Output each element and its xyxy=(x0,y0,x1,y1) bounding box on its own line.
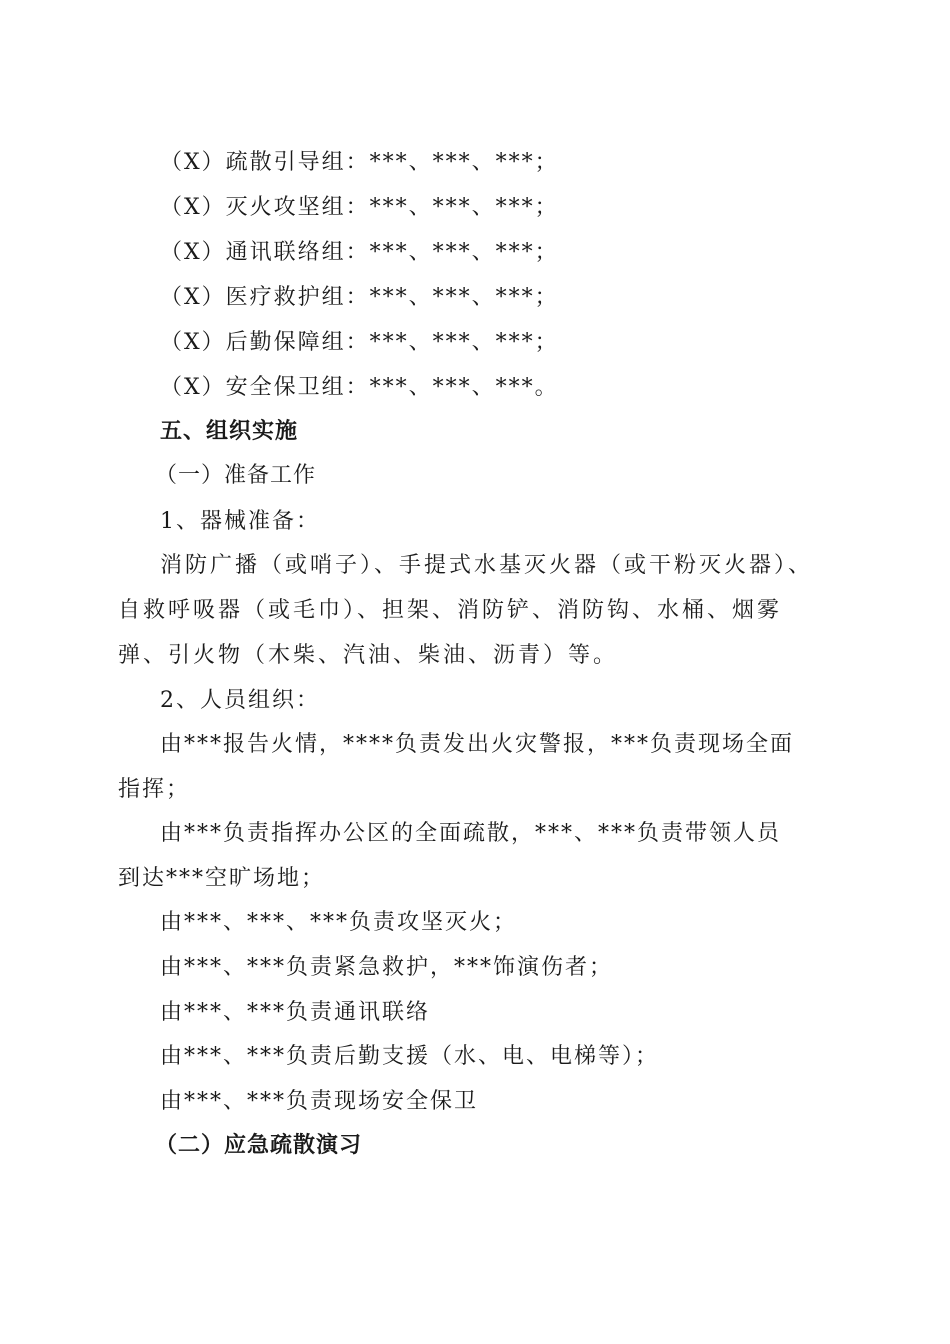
personnel-paragraph: 由***、***、***负责攻坚灭火； xyxy=(160,910,518,935)
group-medical-rescue: （X）医疗救护组：***、***、***； xyxy=(160,285,559,310)
section-five-heading: 五、组织实施 xyxy=(160,418,299,444)
group-evacuation-guide: （X）疏散引导组：***、***、***； xyxy=(160,150,559,175)
equipment-line: 弹、引火物（木柴、汽油、柴油、沥青）等。 xyxy=(118,643,619,668)
personnel-paragraph: 由***、***负责紧急救护，***饰演伤者； xyxy=(160,955,614,980)
equipment-line: 消防广播（或哨子）、手提式水基灭火器（或干粉灭火器）、 xyxy=(160,553,814,578)
personnel-paragraph: 由***负责指挥办公区的全面疏散，***、***负责带领人员 xyxy=(160,821,782,846)
personnel-paragraph: 到达***空旷场地； xyxy=(118,866,326,891)
personnel-paragraph: 由***、***负责现场安全保卫 xyxy=(160,1089,479,1114)
group-firefighting: （X）灭火攻坚组：***、***、***； xyxy=(160,195,559,220)
personnel-paragraph: 由***、***负责后勤支援（水、电、电梯等）； xyxy=(160,1044,660,1069)
group-communication: （X）通讯联络组：***、***、***； xyxy=(160,240,559,265)
subsection-drill-heading: （二）应急疏散演习 xyxy=(155,1132,363,1158)
subsection-preparation-heading: （一）准备工作 xyxy=(155,463,317,488)
personnel-paragraph: 由***报告火情，****负责发出火灾警报，***负责现场全面 xyxy=(160,732,795,757)
personnel-paragraph: 指挥； xyxy=(118,777,191,802)
item-personnel-title: 2、人员组织： xyxy=(160,688,320,713)
group-security: （X）安全保卫组：***、***、***。 xyxy=(160,375,559,400)
group-logistics: （X）后勤保障组：***、***、***； xyxy=(160,330,559,355)
item-equipment-title: 1、器械准备： xyxy=(160,509,320,534)
personnel-paragraph: 由***、***负责通讯联络 xyxy=(160,1000,431,1025)
equipment-line: 自救呼吸器（或毛巾）、担架、消防铲、消防钩、水桶、烟雾 xyxy=(118,598,783,623)
